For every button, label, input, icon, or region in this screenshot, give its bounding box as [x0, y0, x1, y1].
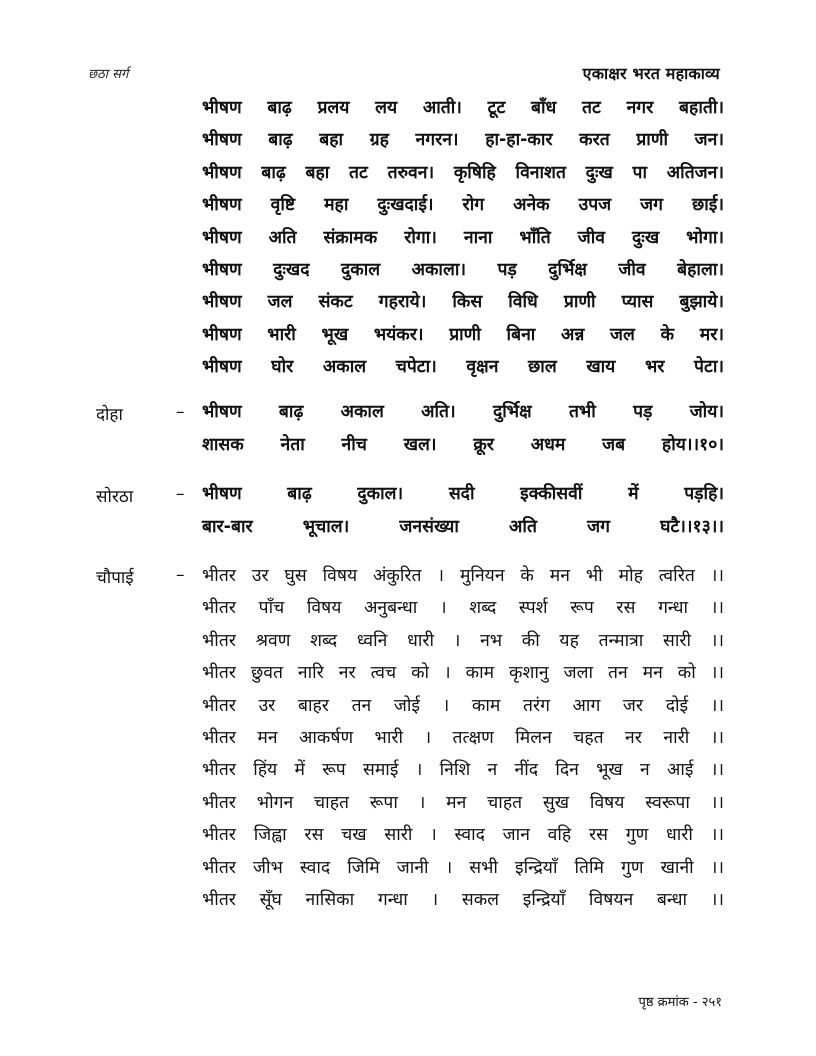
chaupai-line: भीतर जीभ स्वाद जिमि जानी । सभी इन्द्रियाँ तिमि गुण खानी ।। [202, 857, 724, 878]
chaupai-line: भीतर हिंय में रूप समाई । निशि न नींद दिन भूख न आई ।। [202, 760, 724, 781]
chaupai-dash: – [176, 565, 185, 585]
chaupai-line: भीतर सूँघ नासिका गन्धा । सकल इन्द्रियाँ विषयन बन्धा ।। [202, 889, 724, 910]
chaupai-line: भीतर मन आकर्षण भारी । तत्क्षण मिलन चहत नर नारी ।। [202, 727, 724, 748]
doha-verses [202, 396, 724, 462]
doha-line: शासक नेता नीच खल। क्रूर अधम जब होय।।१०। [202, 435, 724, 455]
chapter-heading: छठा सर्ग [88, 67, 129, 82]
verse-line: भीषण बाढ़ बहा ग्रह नगरन। हा-हा-कार करत प्राणी जन। [202, 130, 724, 151]
verse-line: भीषण बाढ़ प्रलय लय आती। टूट बाँध तट नगर बहाती। [202, 98, 724, 118]
verse-line: भीषण भारी भूख भयंकर। प्राणी बिना अन्न जल के मर। [202, 324, 724, 345]
chaupai-line: भीतर जिह्वा रस चख सारी । स्वाद जान वहि रस गुण धारी ।। [202, 825, 724, 846]
doha-line: भीषण बाढ़ अकाल अति। दुर्भिक्ष तभी पड़ जोय। [202, 402, 724, 422]
doha-label: दोहा [96, 405, 123, 425]
chaupai-verses [202, 560, 724, 916]
chaupai-line: भीतर पाँच विषय अनुबन्धा । शब्द स्पर्श रूप रस गन्धा ।। [202, 598, 724, 619]
sortha-dash: – [176, 484, 185, 504]
chaupai-line: भीतर श्रवण शब्द ध्वनि धारी । नभ की यह तन्मात्रा सारी ।। [202, 630, 724, 651]
verse-line: भीषण अति संक्रामक रोगा। नाना भाँति जीव दुःख भोगा। [202, 227, 724, 248]
verse-line: भीषण जल संकट गहराये। किस विधि प्राणी प्यास बुझाये। [202, 292, 724, 313]
sortha-line: बार-बार भूचाल। जनसंख्या अति जग घटै।।१३।। [202, 517, 724, 537]
doha-dash: – [176, 402, 185, 422]
sortha-verses [202, 478, 724, 544]
verse-line: भीषण बाढ़ बहा तट तरुवन। कृषिहि विनाशत दुःख पा अतिजन। [202, 162, 724, 183]
chaupai-line: भीतर भोगन चाहत रूपा । मन चाहत सुख विषय स्वरूपा ।। [202, 792, 724, 813]
chaupai-line: भीतर उर घुस विषय अंकुरित । मुनियन के मन भी मोह त्वरित ।। [202, 566, 724, 586]
verse-line: भीषण वृष्टि महा दुःखदाई। रोग अनेक उपज जग छाई। [202, 195, 724, 216]
chaupai-label: चौपाई [96, 568, 134, 588]
page-number: पृष्ठ क्रमांक - २५१ [638, 995, 722, 1010]
chaupai-line: भीतर उर बाहर तन जोई । काम तरंग आग जर दोई ।। [202, 695, 724, 716]
main-verses [202, 92, 724, 384]
verse-line: भीषण दुःखद दुकाल अकाला। पड़ दुर्भिक्ष जीव बेहाला। [202, 259, 724, 280]
sortha-line: भीषण बाढ़ दुकाल। सदी इक्कीसवीं में पड़हि। [202, 484, 724, 504]
book-title: एकाक्षर भरत महाकाव्य [582, 64, 720, 83]
sortha-label: सोरठा [96, 487, 134, 507]
chaupai-line: भीतर छुवत नारि नर त्वच को । काम कृशानु जला तन मन को ।। [202, 663, 724, 684]
verse-line: भीषण घोर अकाल चपेटा। वृक्षन छाल खाय भर पेटा। [202, 357, 724, 378]
